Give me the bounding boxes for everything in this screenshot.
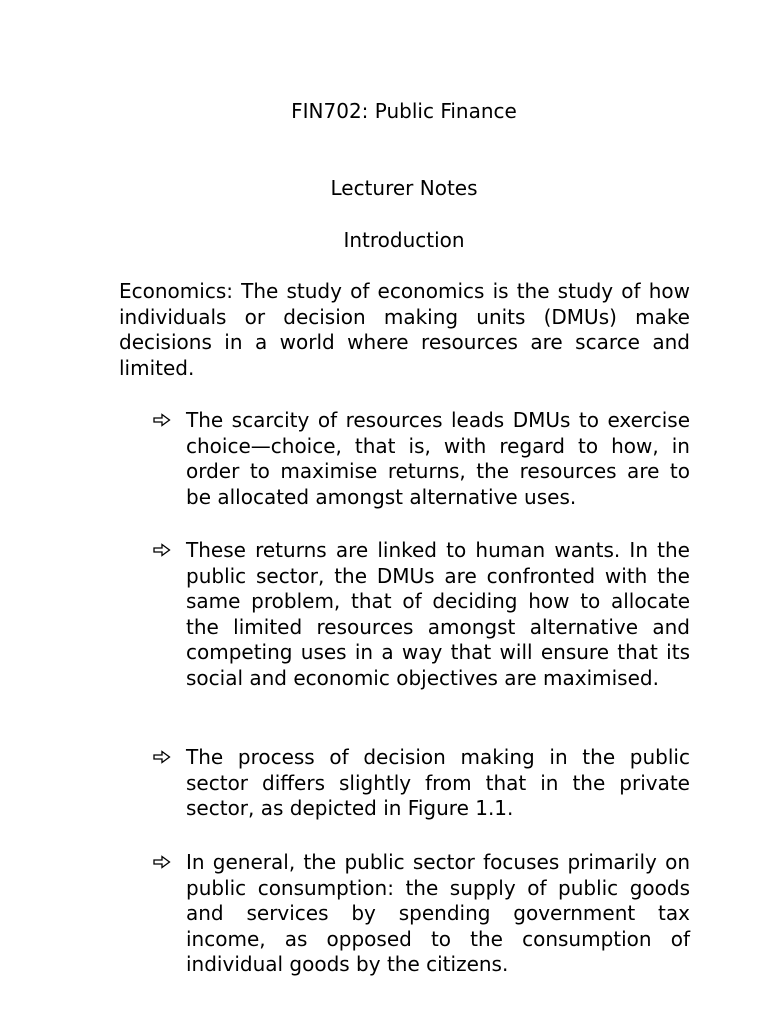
list-item (119, 538, 690, 692)
bullet-text: The scarcity of resources leads DMUs to exercise choice—choice, that is, with regard to how, in order to maximise returns, the resources are to be allocated amongst alternative uses. (186, 408, 690, 509)
bullet-text: The process of decision making in the public sector differs slightly from that in the private sector, as depicted in Figure 1.1. (186, 745, 690, 821)
bullet-list (119, 408, 690, 510)
bullet-list (119, 850, 690, 978)
right-arrow-outline-icon (153, 408, 173, 434)
document-title: FIN702: Public Finance (291, 99, 517, 123)
list-item (119, 850, 690, 978)
right-arrow-outline-icon (153, 850, 173, 876)
right-arrow-outline-icon (153, 538, 173, 564)
right-arrow-outline-icon (153, 745, 173, 771)
bullet-list (119, 745, 690, 822)
list-item (119, 745, 690, 822)
intro-paragraph: Economics: The study of economics is the study of how individuals or decision making units (DMUs) make decisions in a world where resources are scarce and limited. (119, 279, 690, 380)
list-item (119, 408, 690, 510)
bullet-text: In general, the public sector focuses primarily on public consumption: the supply of public goods and services by spending government tax income, as opposed to the consumption of individual goods by the citizens. (186, 850, 690, 977)
section-heading: Introduction (343, 228, 465, 252)
document-subtitle: Lecturer Notes (330, 176, 478, 200)
bullet-list (119, 538, 690, 692)
bullet-text: These returns are linked to human wants. In the public sector, the DMUs are confronted with the same problem, that of deciding how to allocate the limited resources amongst alternative and competing uses in a way that will ensure that its social and economic objectives are maximised. (186, 538, 690, 690)
